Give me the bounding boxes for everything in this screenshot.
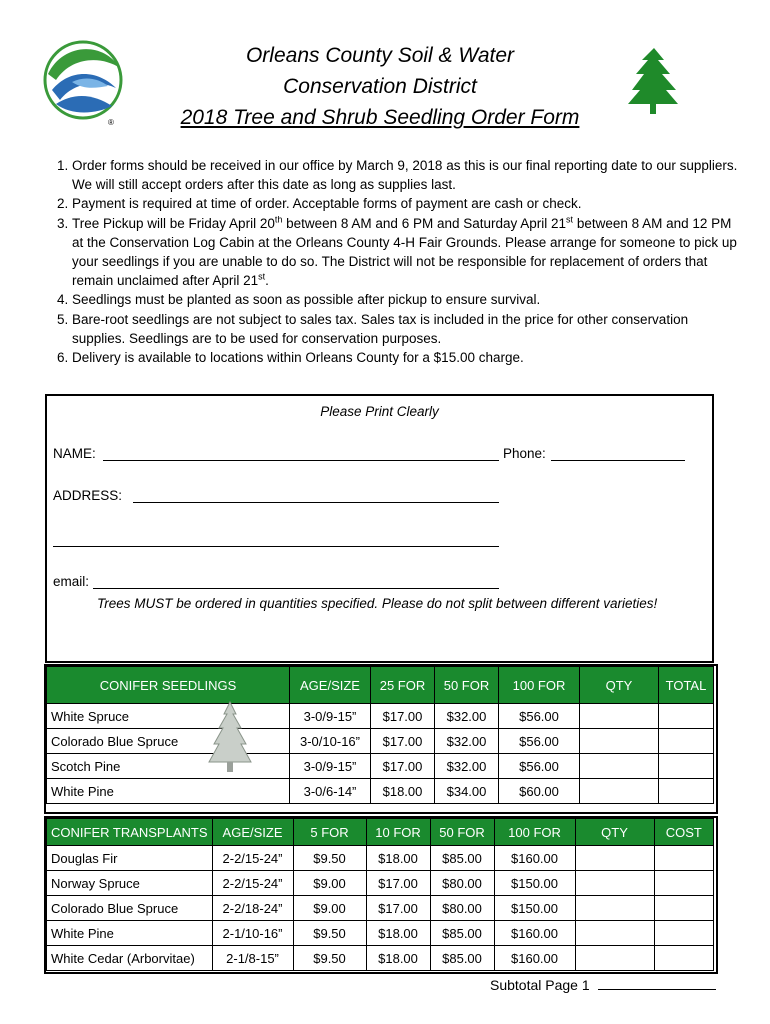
col-header: TOTAL bbox=[659, 667, 714, 704]
table-row bbox=[47, 754, 714, 779]
district-logo bbox=[42, 38, 128, 127]
total-cell[interactable] bbox=[659, 754, 714, 779]
col-header: 50 FOR bbox=[430, 819, 494, 846]
age-size: 3-0/10-16” bbox=[290, 729, 371, 754]
price: $9.50 bbox=[293, 921, 366, 946]
price: $32.00 bbox=[435, 754, 499, 779]
col-header: 10 FOR bbox=[366, 819, 430, 846]
pine-tree-icon bbox=[624, 46, 680, 116]
item-name: White Pine bbox=[47, 779, 290, 804]
price: $18.00 bbox=[366, 846, 430, 871]
price: $18.00 bbox=[371, 779, 435, 804]
col-header: 5 FOR bbox=[293, 819, 366, 846]
rule-3-bold2: Saturday April 21 bbox=[463, 215, 567, 231]
qty-cell[interactable] bbox=[575, 921, 654, 946]
subtotal-row bbox=[490, 977, 716, 993]
table-row bbox=[47, 946, 714, 971]
col-header: QTY bbox=[580, 667, 659, 704]
table-row bbox=[47, 921, 714, 946]
price: $56.00 bbox=[499, 704, 580, 729]
item-name: Scotch Pine bbox=[47, 754, 290, 779]
rule-4-bold: as soon as possible bbox=[234, 292, 354, 308]
list-item bbox=[72, 156, 742, 194]
col-header: 25 FOR bbox=[371, 667, 435, 704]
price: $18.00 bbox=[366, 921, 430, 946]
org-name-2: Conservation District bbox=[283, 75, 477, 98]
rule-1-text: as this is our final reporting date to our suppliers. We will still accept orders after this date as long as supplies last. bbox=[72, 158, 738, 193]
col-header: 100 FOR bbox=[494, 819, 575, 846]
price: $17.00 bbox=[366, 871, 430, 896]
age-size: 3-0/6-14” bbox=[290, 779, 371, 804]
price: $160.00 bbox=[494, 921, 575, 946]
rule-3-bold: Tree Pickup will be Friday April 20 bbox=[72, 215, 275, 231]
total-cell[interactable] bbox=[659, 779, 714, 804]
qty-cell[interactable] bbox=[580, 704, 659, 729]
qty-cell[interactable] bbox=[575, 946, 654, 971]
email-field[interactable] bbox=[93, 588, 499, 589]
rule-5-bold: Bare-root seedlings are not subject to sales tax. Sales tax is included in the price for other conservation supplies. Seedlings are to be used for conservation purposes. bbox=[72, 311, 689, 346]
cost-cell[interactable] bbox=[654, 946, 713, 971]
age-size: 2-2/15-24” bbox=[212, 871, 293, 896]
table-row bbox=[47, 779, 714, 804]
price: $17.00 bbox=[371, 754, 435, 779]
price: $9.00 bbox=[293, 896, 366, 921]
rule-3-text3: . bbox=[265, 273, 269, 289]
age-size: 2-2/15-24” bbox=[212, 846, 293, 871]
phone-label: Phone: bbox=[503, 446, 546, 461]
seedlings-table bbox=[46, 666, 714, 804]
price: $80.00 bbox=[430, 896, 494, 921]
rule-3-sup2: st bbox=[566, 214, 574, 225]
price: $80.00 bbox=[430, 871, 494, 896]
list-item bbox=[72, 194, 742, 213]
price: $60.00 bbox=[499, 779, 580, 804]
table-row bbox=[47, 729, 714, 754]
col-header: AGE/SIZE bbox=[290, 667, 371, 704]
address-field[interactable] bbox=[133, 502, 499, 503]
rule-1-bold: Order forms should be received in our office by March 9, 2018 bbox=[72, 158, 443, 173]
cost-cell[interactable] bbox=[654, 896, 713, 921]
age-size: 2-1/8-15” bbox=[212, 946, 293, 971]
phone-field[interactable] bbox=[551, 460, 685, 461]
list-item bbox=[72, 310, 742, 348]
print-clearly-label: Please Print Clearly bbox=[320, 404, 439, 419]
registered-mark: ® bbox=[108, 118, 114, 127]
price: $85.00 bbox=[430, 846, 494, 871]
price: $56.00 bbox=[499, 754, 580, 779]
list-item bbox=[72, 214, 742, 291]
qty-cell[interactable] bbox=[575, 871, 654, 896]
item-name: Colorado Blue Spruce bbox=[47, 729, 290, 754]
cost-cell[interactable] bbox=[654, 846, 713, 871]
transplants-table bbox=[46, 818, 714, 971]
rule-3-sup1: th bbox=[274, 214, 283, 225]
qty-cell[interactable] bbox=[575, 896, 654, 921]
age-size: 2-1/10-16” bbox=[212, 921, 293, 946]
order-notice: Trees MUST be ordered in quantities specified. Please do not split between different varieties! bbox=[97, 596, 658, 611]
price: $150.00 bbox=[494, 896, 575, 921]
item-name: Colorado Blue Spruce bbox=[47, 896, 213, 921]
price: $150.00 bbox=[494, 871, 575, 896]
customer-info-box bbox=[45, 394, 714, 663]
list-item bbox=[72, 290, 742, 309]
price: $85.00 bbox=[430, 946, 494, 971]
rule-3-sup3: st bbox=[258, 271, 266, 282]
table-row bbox=[47, 704, 714, 729]
subtotal-field[interactable] bbox=[598, 977, 716, 990]
rule-3-text2: between 8 AM and 12 PM at the Conservation Log Cabin at the Orleans County 4-H Fair Grounds. Please arrange for someone to pick up your seedlings if you are unable to do so. The District will not be responsible for replacement of orders that remain unclaimed after April 21 bbox=[72, 215, 737, 289]
price: $32.00 bbox=[435, 729, 499, 754]
price: $160.00 bbox=[494, 846, 575, 871]
rule-4-text: after pickup to ensure survival. bbox=[353, 292, 541, 308]
price: $18.00 bbox=[366, 946, 430, 971]
qty-cell[interactable] bbox=[580, 729, 659, 754]
subtotal-label: Subtotal Page 1 bbox=[490, 977, 590, 993]
col-header: QTY bbox=[575, 819, 654, 846]
price: $85.00 bbox=[430, 921, 494, 946]
price: $56.00 bbox=[499, 729, 580, 754]
total-cell[interactable] bbox=[659, 729, 714, 754]
table-row bbox=[47, 846, 714, 871]
price: $32.00 bbox=[435, 704, 499, 729]
price: $17.00 bbox=[371, 704, 435, 729]
rule-2-text: Payment is required at time of order. Acceptable forms of payment are cash or check. bbox=[72, 196, 582, 212]
item-name: Norway Spruce bbox=[47, 871, 213, 896]
total-cell[interactable] bbox=[659, 704, 714, 729]
col-header: 50 FOR bbox=[435, 667, 499, 704]
price: $9.50 bbox=[293, 846, 366, 871]
name-label: NAME: bbox=[53, 446, 96, 461]
item-name: White Cedar (Arborvitae) bbox=[47, 946, 213, 971]
org-name: Orleans County Soil & Water bbox=[245, 44, 515, 67]
price: $34.00 bbox=[435, 779, 499, 804]
price: $17.00 bbox=[371, 729, 435, 754]
rule-6-text: is available to locations within Orleans County for a $15.00 charge. bbox=[120, 350, 524, 366]
col-header: AGE/SIZE bbox=[212, 819, 293, 846]
qty-cell[interactable] bbox=[575, 846, 654, 871]
table-row bbox=[47, 871, 714, 896]
price: $9.00 bbox=[293, 871, 366, 896]
price: $17.00 bbox=[366, 896, 430, 921]
price: $160.00 bbox=[494, 946, 575, 971]
cost-cell[interactable] bbox=[654, 871, 713, 896]
age-size: 3-0/9-15” bbox=[290, 704, 371, 729]
age-size: 3-0/9-15” bbox=[290, 754, 371, 779]
list-item bbox=[72, 348, 742, 367]
col-header: COST bbox=[654, 819, 713, 846]
qty-cell[interactable] bbox=[580, 779, 659, 804]
item-name: Douglas Fir bbox=[47, 846, 213, 871]
item-name: White Spruce bbox=[47, 704, 290, 729]
item-name: White Pine bbox=[47, 921, 213, 946]
price: $9.50 bbox=[293, 946, 366, 971]
email-label: email: bbox=[53, 574, 90, 589]
spruce-tree-icon bbox=[206, 700, 254, 778]
rule-3-text: between 8 AM and 6 PM and bbox=[282, 215, 464, 231]
age-size: 2-2/18-24” bbox=[212, 896, 293, 921]
table-row bbox=[47, 896, 714, 921]
form-title: 2018 Tree and Shrub Seedling Order Form bbox=[180, 106, 580, 129]
rule-4-pre: Seedlings must be planted bbox=[72, 292, 235, 308]
col-header: CONIFER TRANSPLANTS bbox=[47, 819, 213, 846]
col-header: 100 FOR bbox=[499, 667, 580, 704]
instructions-list bbox=[46, 156, 742, 367]
col-header: CONIFER SEEDLINGS bbox=[47, 667, 290, 704]
cost-cell[interactable] bbox=[654, 921, 713, 946]
rule-6-bold: Delivery bbox=[72, 350, 121, 366]
address-field-2[interactable] bbox=[53, 546, 499, 547]
address-label: ADDRESS: bbox=[53, 488, 123, 503]
name-field[interactable] bbox=[103, 460, 499, 461]
qty-cell[interactable] bbox=[580, 754, 659, 779]
